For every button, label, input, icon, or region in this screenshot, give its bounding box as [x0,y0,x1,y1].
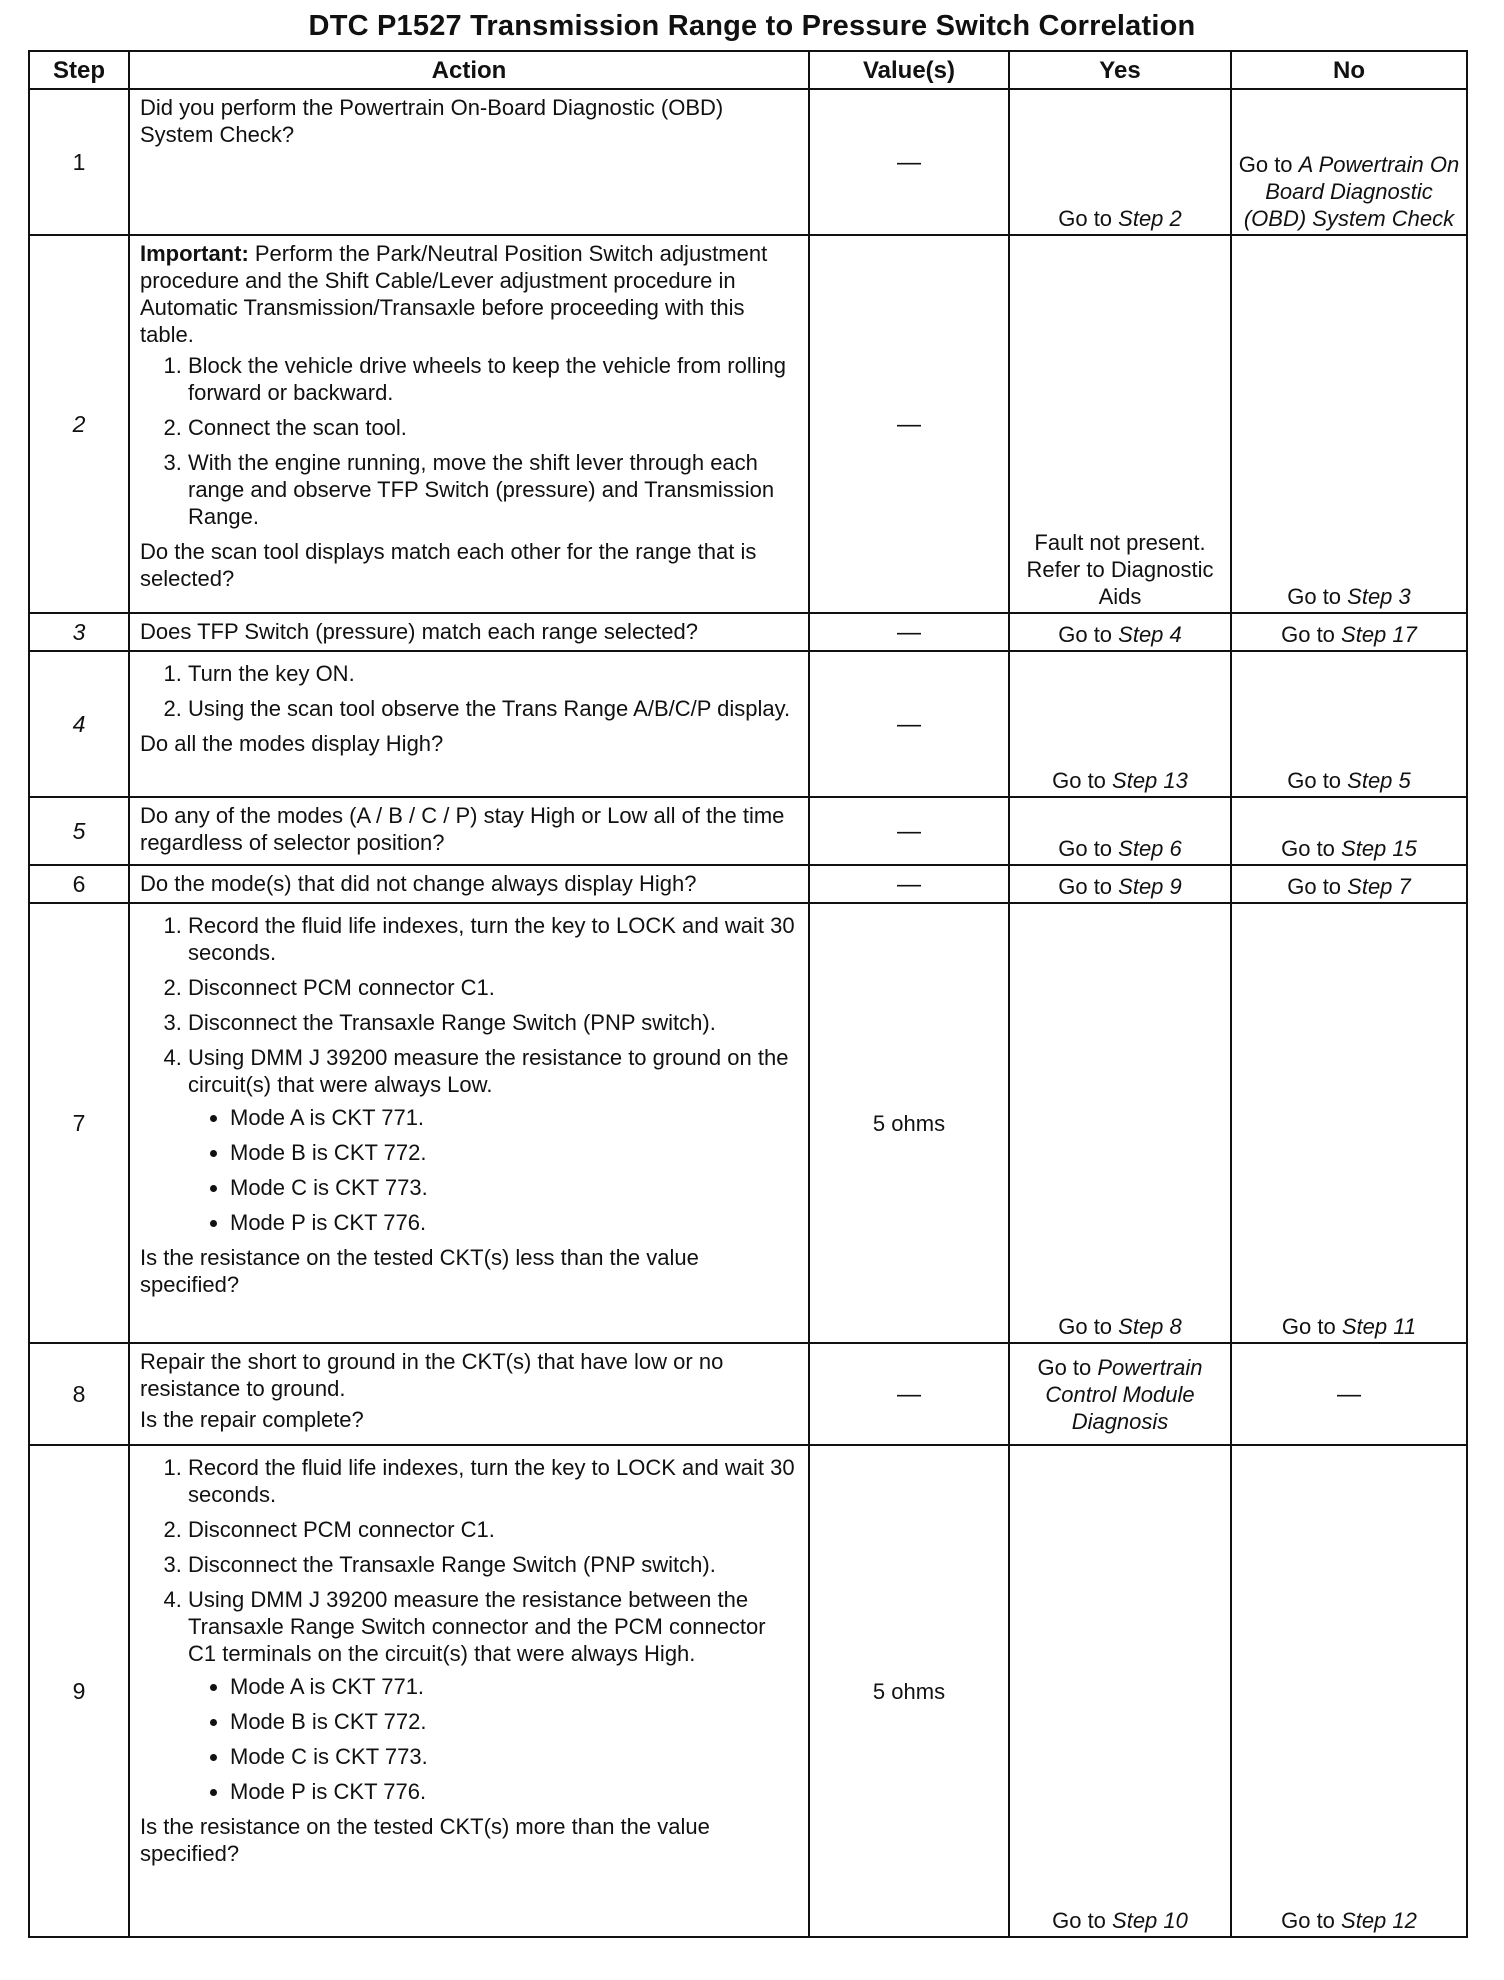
important-note [140,240,798,348]
important-text: Perform the Park/Neutral Position Switch adjustment procedure and the Shift Cable/Lever adjustment procedure in Automatic Transmission/Transaxle before proceeding with this table. [140,241,768,347]
value-cell [809,797,1009,865]
procedure-step: 1. Record the fluid life indexes, turn the key to LOCK and wait 30 seconds. [188,912,798,966]
mode-item: • Mode A is CKT 771. [230,1673,798,1700]
no-prefix: Go to [1281,1314,1342,1339]
table-row [29,797,1467,865]
table-row [29,613,1467,651]
procedure-list [140,1454,798,1805]
no-target: Step 17 [1341,622,1417,647]
step-number: 8 [29,1343,129,1445]
table-row [29,89,1467,235]
procedure-step-text: Using DMM J 39200 measure the resistance between the Transaxle Range Switch connector and the PCM connector C1 terminals on the circuit(s) that were always High. [188,1587,766,1666]
step-number: 3 [29,613,129,651]
action-text: Repair the short to ground in the CKT(s) that have low or no resistance to ground. [140,1349,724,1401]
diagnostic-table [28,50,1468,1938]
no-prefix: Go to [1287,874,1348,899]
value-text: — [897,710,921,738]
mode-list [188,1673,798,1805]
yes-target: Step 13 [1112,768,1188,793]
action-cell [129,903,809,1343]
mode-item: • Mode C is CKT 773. [230,1743,798,1770]
action-cell [129,613,809,651]
yes-cell [1009,89,1231,235]
question-text: Do all the modes display High? [140,731,444,756]
procedure-step: 2. Disconnect PCM connector C1. [188,1516,798,1543]
step-number: 5 [29,797,129,865]
no-prefix: Go to [1281,836,1342,861]
no-cell [1231,651,1467,797]
yes-prefix: Go to [1052,1908,1113,1933]
no-cell [1231,865,1467,903]
step-number: 2 [29,235,129,613]
table-row [29,235,1467,613]
no-target: Step 11 [1341,1314,1417,1339]
no-prefix: Go to [1238,152,1299,177]
yes-cell [1009,651,1231,797]
mode-item: • Mode P is CKT 776. [230,1778,798,1805]
yes-cell [1009,1343,1231,1445]
no-target: Step 12 [1341,1908,1417,1933]
value-cell: 5 ohms [809,903,1009,1343]
procedure-step: 1. Turn the key ON. [188,660,798,687]
procedure-step: 3. With the engine running, move the shift lever through each range and observe TFP Switch (pressure) and Transmission Range. [188,449,798,530]
yes-prefix: Go to [1058,874,1119,899]
mode-list [188,1104,798,1236]
value-cell [809,865,1009,903]
no-target: A Powertrain On Board Diagnostic (OBD) System Check [1243,152,1460,231]
procedure-step: 2. Disconnect PCM connector C1. [188,974,798,1001]
procedure-list [140,912,798,1236]
value-text: — [897,1380,921,1408]
no-cell [1231,235,1467,613]
yes-cell [1009,903,1231,1343]
yes-cell [1009,865,1231,903]
header-yes: Yes [1009,51,1231,89]
header-action: Action [129,51,809,89]
mode-item: • Mode B is CKT 772. [230,1139,798,1166]
value-text: — [897,410,921,438]
question-text: Does TFP Switch (pressure) match each range selected? [140,619,699,644]
yes-target: Step 8 [1118,1314,1182,1339]
yes-cell [1009,797,1231,865]
table-row [29,865,1467,903]
procedure-step-text: Using DMM J 39200 measure the resistance to ground on the circuit(s) that were always Low. [188,1045,789,1097]
yes-cell: Fault not present. Refer to Diagnostic Aids [1009,235,1231,613]
step-number: 7 [29,903,129,1343]
value-text: — [897,870,921,898]
no-prefix: Go to [1281,622,1342,647]
yes-target: Step 9 [1118,874,1182,899]
header-values: Value(s) [809,51,1009,89]
value-text: — [897,618,921,646]
question-text: Do any of the modes (A / B / C / P) stay High or Low all of the time regardless of selector position? [140,803,785,855]
no-target: Step 15 [1341,836,1417,861]
yes-target: Step 4 [1118,622,1182,647]
procedure-step: 2. Connect the scan tool. [188,414,798,441]
step-number: 6 [29,865,129,903]
procedure-step [188,1586,798,1805]
yes-target: Step 2 [1118,206,1182,231]
question-text: Is the repair complete? [140,1407,364,1432]
value-cell [809,613,1009,651]
value-cell [809,89,1009,235]
procedure-step [188,1044,798,1236]
procedure-step: 3. Disconnect the Transaxle Range Switch (PNP switch). [188,1551,798,1578]
yes-target: Step 10 [1112,1908,1188,1933]
no-cell [1231,613,1467,651]
action-cell [129,651,809,797]
mode-item: • Mode A is CKT 771. [230,1104,798,1131]
header-step: Step [29,51,129,89]
yes-cell [1009,1445,1231,1937]
value-text: — [897,148,921,176]
yes-prefix: Go to [1058,206,1119,231]
no-target: Step 3 [1347,584,1411,609]
action-cell [129,89,809,235]
question-text: Do the mode(s) that did not change always display High? [140,871,697,896]
header-no: No [1231,51,1467,89]
step-number: 1 [29,89,129,235]
mode-item: • Mode P is CKT 776. [230,1209,798,1236]
no-prefix: Go to [1287,584,1348,609]
procedure-step: 1. Block the vehicle drive wheels to keep the vehicle from rolling forward or backward. [188,352,798,406]
question-text: Do the scan tool displays match each other for the range that is selected? [140,539,757,591]
question-text: Did you perform the Powertrain On-Board Diagnostic (OBD) System Check? [140,95,724,147]
table-row [29,1343,1467,1445]
yes-prefix: Go to [1058,622,1119,647]
mode-item: • Mode B is CKT 772. [230,1708,798,1735]
procedure-list [140,352,798,530]
value-cell [809,235,1009,613]
yes-prefix: Go to [1052,768,1113,793]
value-cell [809,651,1009,797]
page-title: DTC P1527 Transmission Range to Pressure Switch Correlation [308,10,1196,42]
table-row [29,1445,1467,1937]
value-cell: 5 ohms [809,1445,1009,1937]
step-number: 4 [29,651,129,797]
no-cell [1231,797,1467,865]
procedure-step: 2. Using the scan tool observe the Trans Range A/B/C/P display. [188,695,798,722]
question-text: Is the resistance on the tested CKT(s) less than the value specified? [140,1245,699,1297]
procedure-step: 3. Disconnect the Transaxle Range Switch (PNP switch). [188,1009,798,1036]
action-cell [129,1343,809,1445]
no-cell [1231,903,1467,1343]
yes-prefix: Go to [1058,1314,1119,1339]
no-target: Step 7 [1347,874,1411,899]
yes-cell [1009,613,1231,651]
yes-prefix: Go to [1058,836,1119,861]
no-prefix: Go to [1287,768,1348,793]
table-row [29,903,1467,1343]
table-header-row [29,51,1467,89]
no-cell [1231,89,1467,235]
procedure-list [140,660,798,722]
procedure-step: 1. Record the fluid life indexes, turn the key to LOCK and wait 30 seconds. [188,1454,798,1508]
important-label: Important: [140,241,249,266]
yes-target: Step 6 [1118,836,1182,861]
no-text: — [1337,1380,1361,1408]
value-text: — [897,817,921,845]
action-cell [129,235,809,613]
step-number: 9 [29,1445,129,1937]
mode-item: • Mode C is CKT 773. [230,1174,798,1201]
no-prefix: Go to [1281,1908,1342,1933]
yes-prefix: Go to [1037,1354,1098,1380]
table-row [29,651,1467,797]
no-cell [1231,1445,1467,1937]
no-cell [1231,1343,1467,1445]
value-cell [809,1343,1009,1445]
action-cell [129,1445,809,1937]
action-cell [129,865,809,903]
question-text: Is the resistance on the tested CKT(s) more than the value specified? [140,1814,710,1866]
action-cell [129,797,809,865]
yes-target: Powertrain Control Module Diagnosis [1045,1354,1203,1434]
no-target: Step 5 [1347,768,1411,793]
